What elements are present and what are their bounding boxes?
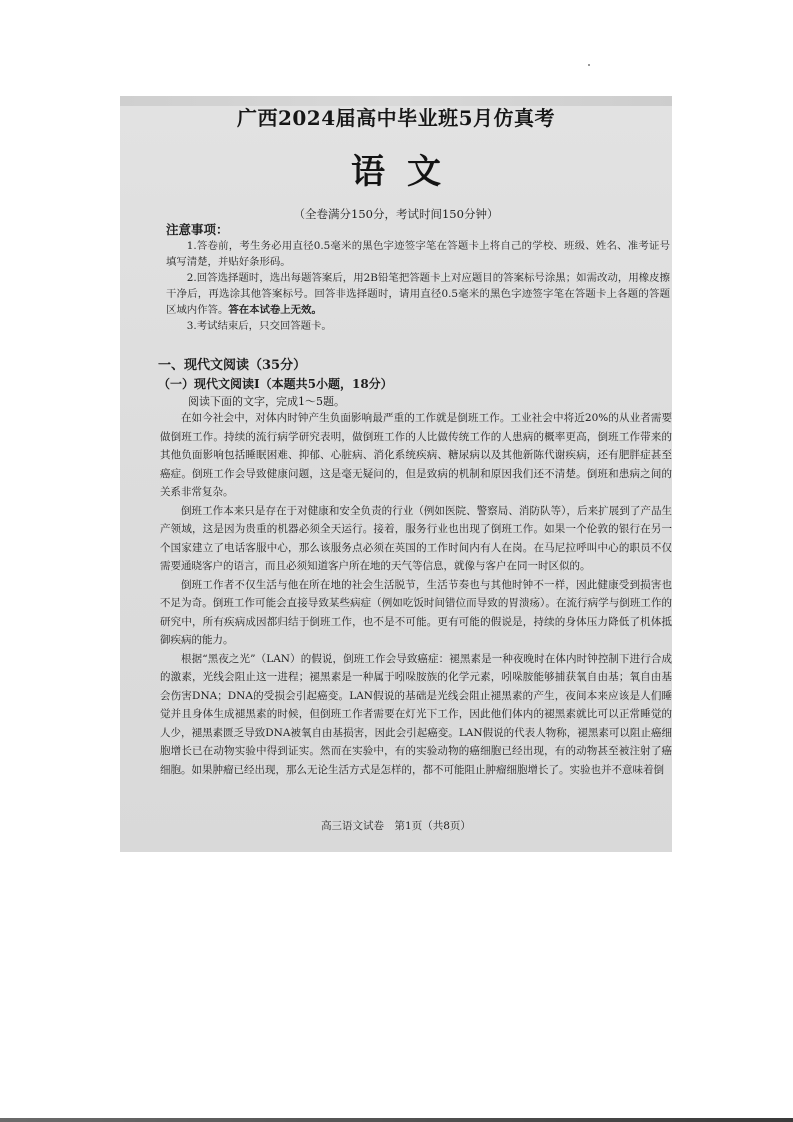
document-photo bbox=[120, 96, 672, 852]
exam-title: 广西2024届高中毕业班5月仿真考 bbox=[236, 106, 556, 130]
page-footer: 高三语文试卷 第1页（共8页） bbox=[321, 820, 471, 832]
note-item: 1.答卷前，考生务必用直径0.5毫米的黑色字迹签字笔在答题卡上将自己的学校、班级、姓名、准考证号填写清楚，并贴好条形码。 bbox=[166, 240, 670, 268]
passage-paragraph: 倒班工作者不仅生活与他在所在地的社会生活脱节，生活节奏也与其他时钟不一样，因此健康受到损害也不足为奇。倒班工作可能会直接导致某些病症（例如吃饭时间错位而导致的胃溃疡）。在流行病学与倒班工作的研究中，所有疾病成因都归结于倒班工作，也不是不可能。更有可能的假说是，持续的身体压力降低了机体抵御疾病的能力。 bbox=[160, 578, 672, 646]
section-title: 一、现代文阅读（35分） bbox=[158, 358, 307, 373]
passage-paragraph: 根据“黑夜之光”（LAN）的假说，倒班工作会导致癌症：褪黑素是一种夜晚时在体内时钟控制下进行合成的激素，光线会阻止这一进程；褪黑素是一种属于吲哚胺族的化学元素，吲哚胺能够捕获氧自由基；氧自由基会伤害DNA；DNA的受损会引起癌变。LAN假说的基础是光线会阻止褪黑素的产生，夜间本来应该是人们睡觉并且身体生成褪黑素的时候，但倒班工作者需要在灯光下工作，因此他们体内的褪黑素就比可以正常睡觉的人少，褪黑素匮乏导致DNA被氧自由基损害，因此会引起癌变。LAN假说的代表人物称，褪黑素可以阻止癌细胞增长已在动物实验中得到证实。然而在实验中，有的实验动物的癌细胞已经出现，有的动物甚至被注射了癌细胞。如果肿瘤已经出现，那么无论生活方式是怎样的，都不可能阻止肿瘤细胞增长了。实验也并不意味着倒 bbox=[160, 652, 672, 776]
note-emphasis: 答在本试卷上无效。 bbox=[228, 304, 322, 316]
bottom-edge bbox=[0, 1118, 793, 1122]
note-item: 2.回答选择题时，选出每题答案后，用2B铅笔把答题卡上对应题目的答案标号涂黑；如需改动，用橡皮擦干净后，再选涂其他答案标号。回答非选择题时，请用直径0.5毫米的黑色字迹签字笔在答题卡上各题的答题区域内作答。答在本试卷上无效。 bbox=[166, 272, 670, 316]
reading-instruction: 阅读下面的文字，完成1～5题。 bbox=[188, 395, 345, 408]
note-item: 3.考试结束后，只交回答题卡。 bbox=[186, 320, 332, 332]
notes-list bbox=[166, 238, 670, 334]
subject-title: 语文 bbox=[351, 152, 463, 192]
exam-info: （全卷满分150分，考试时间150分钟） bbox=[293, 207, 499, 221]
scan-speck bbox=[588, 64, 590, 66]
notes-title: 注意事项： bbox=[166, 222, 229, 237]
passage-paragraph: 在如今社会中，对体内时钟产生负面影响最严重的工作就是倒班工作。工业社会中将近20%的从业者需要做倒班工作。持续的流行病学研究表明，做倒班工作的人比做传统工作的人患病的概率更高，倒班工作带来的其他负面影响包括睡眠困难、抑郁、心脏病、消化系统疾病、糖尿病以及其他新陈代谢疾病，还有肥胖症甚至癌症。倒班工作会导致健康问题，这是毫无疑问的，但是致病的机制和原因我们还不清楚。倒班和患病之间的关系非常复杂。 bbox=[160, 412, 672, 498]
reading-passage bbox=[160, 409, 672, 779]
subsection-title: （一）现代文阅读Ⅰ（本题共5小题，18分） bbox=[158, 377, 393, 391]
passage-paragraph: 倒班工作本来只是存在于对健康和安全负责的行业（例如医院、警察局、消防队等），后来扩展到了产品生产领域，这是因为贵重的机器必须全天运行。接着，服务行业也出现了倒班工作。如果一个伦敦的银行在另一个国家建立了电话客服中心，那么该服务点必须在英国的工作时间内有人在岗。在马尼拉呼叫中心的职员不仅需要通晓客户的语言，而且必须知道客户所在地的天气等信息，就像与客户在同一时区似的。 bbox=[160, 504, 672, 572]
